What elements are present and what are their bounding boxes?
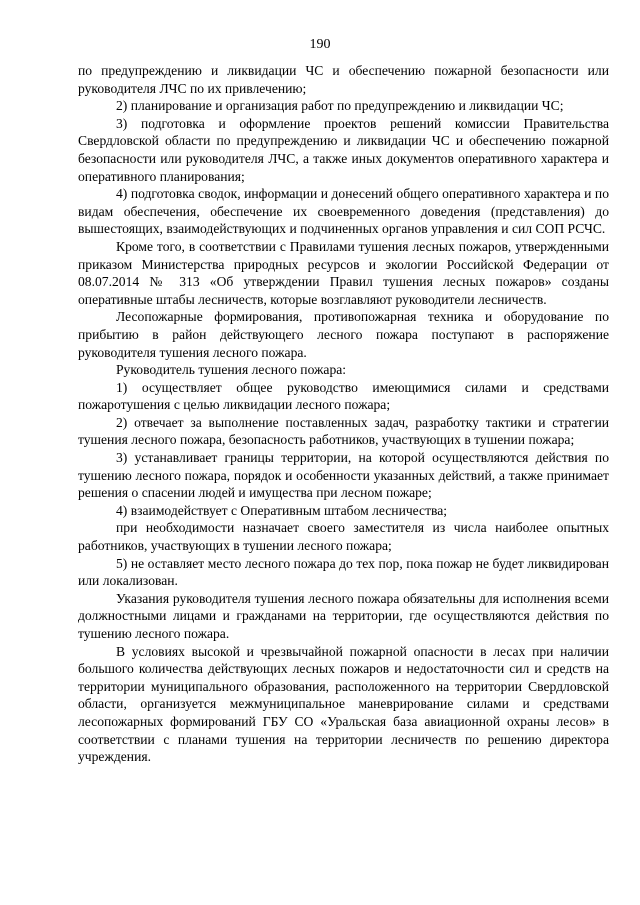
paragraph-leader-item-1: 1) осуществляет общее руководство имеющимися силами и средствами пожаротушения с целью ликвидации лесного пожара; (78, 379, 609, 413)
page-number: 190 (309, 37, 331, 52)
paragraph-item-2: 2) планирование и организация работ по предупреждению и ликвидации ЧС; (116, 98, 564, 114)
paragraph-continuation: по предупреждению и ликвидации ЧС и обеспечению пожарной безопасности или руководителя ЛЧС по их привлечению; (78, 63, 609, 96)
paragraph-leader-item-3: 3) устанавливает границы территории, на которой осуществляются действия по тушению лесного пожара, порядок и особенности указанных действий, а также принимает решения о спасении людей и имущества при лесном пожаре; (78, 450, 609, 501)
paragraph-item-3: 3) подготовка и оформление проектов решений комиссии Правительства Свердловской области по предупреждению и ликвидации ЧС и обеспечению пожарной безопасности или руководителя ЛЧС, а также иных документов оперативного характера и оперативного планирования; (78, 115, 609, 184)
paragraph-operational-staff: Кроме того, в соответствии с Правилами тушения лесных пожаров, утвержденными приказом Министерства природных ресурсов и экологии Российской Федерации от 08.07.2014 № 313 «Об утверждении Правил тушения лесных пожаров» созданы оперативные штабы лесничеств, которые возглавляют руководители лесничеств. (78, 238, 609, 307)
body-text (78, 62, 609, 766)
paragraph-item-4: 4) подготовка сводок, информации и донесений общего оперативного характера и по видам обеспечения, обеспечение их своевременного доведения (представления) до вышестоящих, взаимодействующих и подчиненных органов управления и сил СОП РСЧС. (78, 186, 609, 237)
paragraph-firefighting-units: Лесопожарные формирования, противопожарная техника и оборудование по прибытию в район действующего лесного пожара поступают в распоряжение руководителя тушения лесного пожара. (78, 309, 609, 360)
paragraph-maneuvering: В условиях высокой и чрезвычайной пожарной опасности в лесах при наличии большого количества действующих лесных пожаров и недостаточности сил и средств на территории муниципального образования, расположенного на территории Свердловской области, организуется межмуниципальное маневрирование силами и средствами лесопожарных формирований ГБУ СО «Уральская база авиационной охраны лесов» в соответствии с планами тушения на территории лесничеств по решению директора учреждения. (78, 643, 609, 765)
paragraph-leader-item-4: 4) взаимодействует с Оперативным штабом лесничества; (116, 502, 448, 518)
paragraph-leader-heading: Руководитель тушения лесного пожара: (116, 362, 347, 378)
paragraph-deputy: при необходимости назначает своего заместителя из числа наиболее опытных работников, участвующих в тушении лесного пожара; (78, 520, 609, 554)
paragraph-instructions: Указания руководителя тушения лесного пожара обязательны для исполнения всеми должностными лицами и гражданами на территории, где осуществляются действия по тушению лесного пожара. (78, 590, 609, 641)
paragraph-leader-item-5: 5) не оставляет место лесного пожара до тех пор, пока пожар не будет ликвидирован или локализован. (78, 555, 609, 589)
paragraph-leader-item-2: 2) отвечает за выполнение поставленных задач, разработку тактики и стратегии тушения лесного пожара, безопасность работников, участвующих в тушении пожара; (78, 414, 609, 448)
